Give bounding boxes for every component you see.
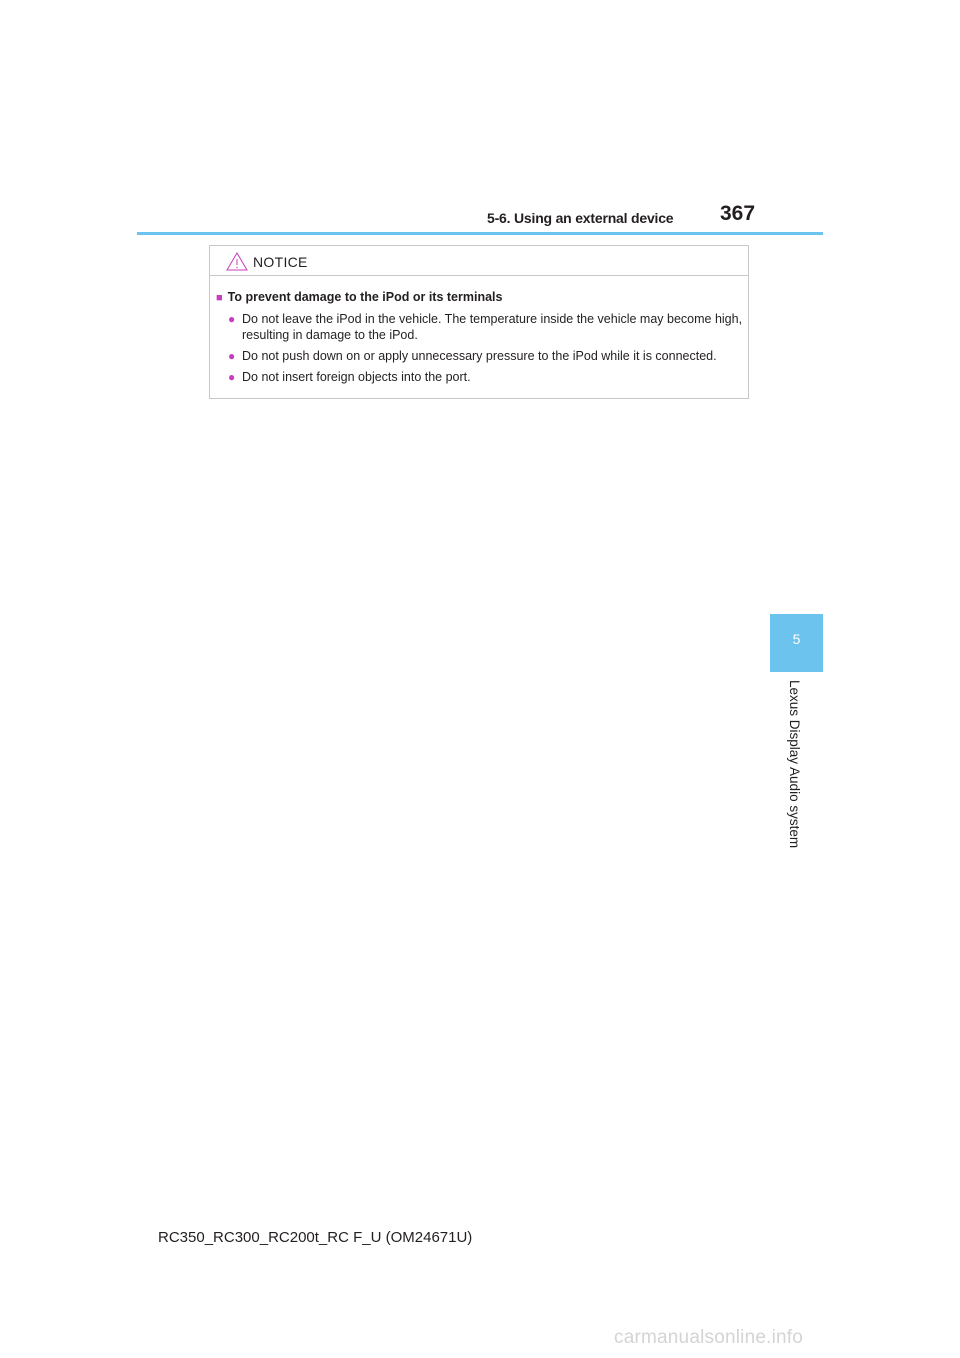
page-number: 367: [720, 202, 756, 225]
notice-title: NOTICE: [253, 254, 308, 270]
circle-bullet-icon: ●: [228, 370, 236, 384]
notice-section-title: To prevent damage to the iPod or its terminals: [227, 290, 503, 304]
notice-item-text: Do not insert foreign objects into the port.: [242, 370, 471, 384]
footer-model-code: RC350_RC300_RC200t_RC F_U (OM24671U): [158, 1229, 473, 1246]
chapter-title: Lexus Display Audio system: [787, 680, 802, 849]
chapter-number: 5: [792, 631, 801, 647]
circle-bullet-icon: ●: [228, 349, 236, 363]
notice-header: [210, 246, 748, 276]
notice-item: [228, 311, 748, 343]
chapter-tab: [770, 614, 823, 672]
header-rule: [137, 232, 823, 235]
circle-bullet-icon: ●: [228, 312, 236, 326]
warning-triangle-icon: [226, 252, 248, 271]
notice-section-heading: [216, 290, 502, 304]
notice-item: [228, 348, 748, 364]
watermark: carmanualsonline.info: [614, 1327, 804, 1348]
notice-item-text: Do not leave the iPod in the vehicle. The temperature inside the vehicle may become high, resulting in damage to the iPod.: [242, 312, 743, 342]
notice-box: [209, 245, 749, 399]
notice-item-text: Do not push down on or apply unnecessary pressure to the iPod while it is connected.: [242, 349, 717, 363]
section-title: 5-6. Using an external device: [487, 210, 674, 226]
notice-item: [228, 369, 748, 385]
square-bullet-icon: ■: [216, 292, 223, 304]
